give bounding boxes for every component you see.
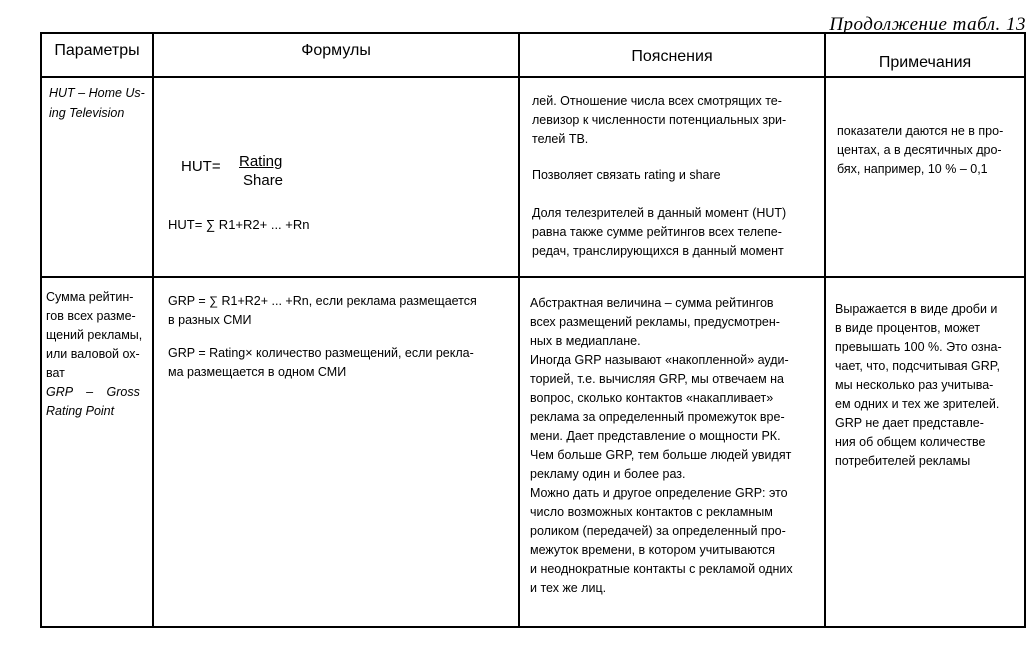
table [40,32,1028,628]
row2-explanation-line: и неоднократные контакты с рекламой одних [530,562,793,576]
row2-param-line: Сумма рейтин- [46,290,134,304]
row1-explanation [532,92,822,149]
row1-notes-line: центах, а в десятичных дро- [837,143,1002,157]
grp-formula-line: ма размещается в одном СМИ [168,365,347,379]
row2-param-line: или валовой ох- [46,347,140,361]
hut-formula-prefix: HUT= [181,158,221,175]
row2-explanation-line: реклама за определенный промежуток вре- [530,410,785,424]
row2-explanation-line: Иногда GRP называют «накопленной» ауди- [530,353,789,367]
row2-explanation-line: число возможных контактов с рекламным [530,505,773,519]
header-notes: Примечания [878,54,972,71]
row2-param-line: щений рекламы, [46,328,143,342]
row1-explanation-line: редач, транслирующихся в данный момент [532,244,784,258]
row2-explanation-line: вопрос, сколько контактов «накапливает» [530,391,774,405]
row2-explanation-line: межуток времени, в котором учитываются [530,543,776,557]
row2-explanation-line: торией, т.е. вычисляя GRP, мы отвечаем на [530,372,784,386]
table-caption: Продолжение табл. 13 [829,14,1026,35]
column-rule-1 [152,32,154,628]
row1-explanation-line: лей. Отношение числа всех смотрящих те- [532,94,782,108]
hut-formula-denominator: Share [243,172,284,189]
row1-explanation-3 [532,204,822,261]
row2-explanation-line: Чем больше GRP, тем больше людей увидят [530,448,792,462]
row2-notes-line: в виде процентов, может [835,321,981,335]
row1-notes-line: показатели даются не в про- [837,124,1004,138]
row-separator [40,276,1026,278]
row1-notes-line: бях, например, 10 % – 0,1 [837,162,988,176]
row2-explanation-line: всех размещений рекламы, предусмотрен- [530,315,780,329]
row2-notes-line: ем одних и тех же зрителей. [835,397,1000,411]
row2-explanation-line: роликом (передачей) за определенный про- [530,524,786,538]
row2-explanation-line: ных в медиаплане. [530,334,641,348]
table-left-rule [40,32,42,628]
row2-explanation-line: Абстрактная величина – сумма рейтингов [530,296,774,310]
row2-explanation-line: Можно дать и другое определение GRP: это [530,486,788,500]
row2-notes-line: GRP не дает представле- [835,416,984,430]
row2-explanation-line: рекламу один и более раз. [530,467,686,481]
row2-explanation [530,294,822,598]
row2-param-abbr: Rating Point [46,404,115,418]
table-bottom-rule [40,626,1026,628]
row2-notes-line: превышать 100 %. Это озна- [835,340,1002,354]
table-top-rule [40,32,1026,34]
row2-notes-line: чает, что, подсчитывая GRP, [835,359,1000,373]
row1-explanation-2: Позволяет связать rating и share [532,168,721,182]
row2-notes-line: мы несколько раз учитыва- [835,378,994,392]
row2-notes-line: Выражается в виде дроби и [835,302,998,316]
grp-formula-line: GRP = Rating× количество размещений, если рекла- [168,346,474,360]
table-right-rule [1024,32,1026,628]
row1-param [49,83,149,123]
grp-formula-1 [168,292,520,330]
row1-explanation-line: левизор к численности потенциальных зри- [532,113,787,127]
header-formulas: Формулы [301,42,371,59]
header-params: Параметры [54,42,140,59]
row2-explanation-line: и тех же лиц. [530,581,607,595]
hut-formula-sum: HUT= ∑ R1+R2+ ... +Rn [168,217,310,232]
grp-formula-2 [168,344,520,382]
grp-formula-line: в разных СМИ [168,313,252,327]
row2-param [46,288,151,421]
column-rule-2 [518,32,520,628]
row2-param-line: ват [46,366,65,380]
row2-notes [835,300,1023,471]
column-rule-3 [824,32,826,628]
header-explanations: Пояснения [631,48,713,65]
hut-formula-numerator: Rating [239,153,283,170]
row1-notes [837,122,1023,179]
row1-param-line: HUT – Home Us- [49,86,145,100]
row1-param-line: ing Television [49,106,125,120]
row1-explanation-line: Доля телезрителей в данный момент (HUT) [532,206,787,220]
row1-explanation-line: телей ТВ. [532,132,589,146]
row2-notes-line: ния об общем количестве [835,435,986,449]
row2-explanation-line: мени. Дает представление о мощности РК. [530,429,781,443]
header-bottom-rule [40,76,1026,78]
row2-param-line: гов всех разме- [46,309,136,323]
row2-notes-line: потребителей рекламы [835,454,971,468]
row1-explanation-line: равна также сумме рейтингов всех телепе- [532,225,782,239]
row2-param-abbr: GRP – Gross [46,385,140,399]
grp-formula-line: GRP = ∑ R1+R2+ ... +Rn, если реклама размещается [168,294,477,308]
